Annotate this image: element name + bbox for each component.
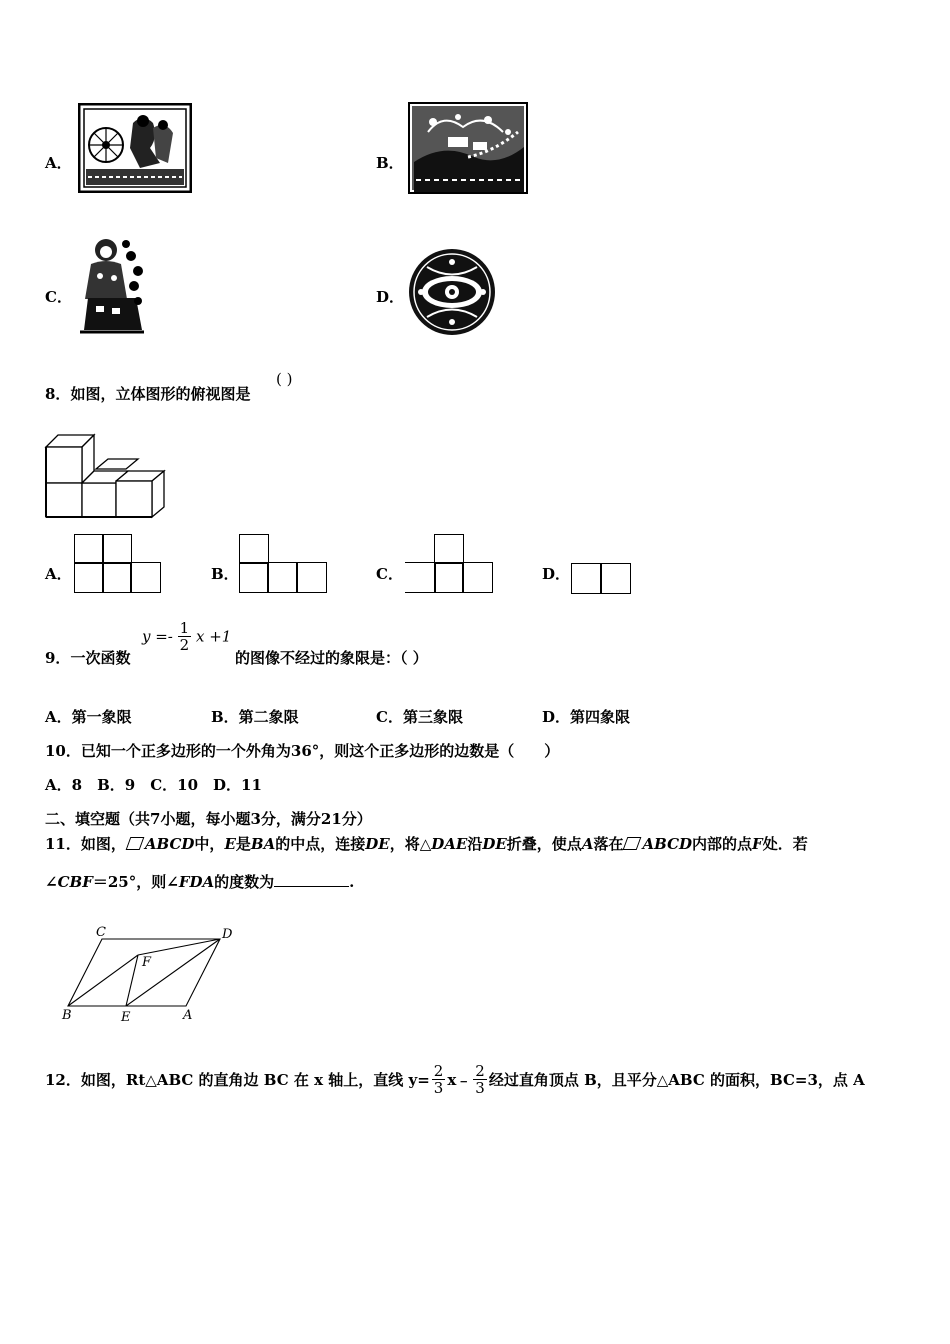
q10-stem: 10．已知一个正多边形的一个外角为36°，则这个正多边形的边数是（ ） — [45, 742, 560, 760]
q11-text: 11．如图， — [45, 835, 126, 853]
q12-stem — [45, 1063, 865, 1096]
q11-text: 折叠，使点 — [506, 835, 582, 853]
q9-stem — [45, 647, 130, 668]
q9-number: 9． — [45, 649, 71, 667]
q12-fraction-2 — [473, 1063, 487, 1096]
q11-label-c: C — [96, 925, 106, 940]
parallelogram-symbol — [623, 837, 642, 850]
q11-label-b: B — [62, 1008, 72, 1023]
q12-text-part2: x﹣ — [447, 1071, 472, 1089]
q7-option-d-image — [407, 247, 497, 337]
q9-formula-fraction — [178, 620, 192, 653]
q7-option-a-image — [78, 103, 192, 193]
q11-text: CBF — [57, 873, 93, 891]
q12-fraction-2-denominator: 3 — [475, 1079, 485, 1097]
q11-text: 是 — [235, 835, 251, 853]
q9-formula-lhs: y =- — [142, 627, 173, 646]
q8-number: 8． — [45, 385, 71, 403]
q11-text: FDA — [178, 873, 215, 891]
q8-option-a-label: A． — [45, 565, 72, 583]
q9-text-before: 一次函数 — [70, 649, 131, 667]
q11-text: BA — [250, 835, 276, 853]
parallelogram-symbol — [126, 837, 145, 850]
q12-fraction-2-numerator: 2 — [475, 1062, 485, 1080]
q8-option-a-shape[interactable] — [74, 534, 163, 594]
q11-line1 — [45, 833, 808, 854]
q11-text: DAE — [431, 835, 468, 853]
q11-text: 中， — [194, 835, 225, 853]
q12-text-part3: 经过直角顶点 B，且平分△ABC 的面积，BC=3，点 A — [488, 1071, 865, 1089]
q9-formula-rhs: x +1 — [196, 627, 232, 646]
q9-option-b[interactable]: B．第二象限 — [211, 708, 299, 726]
q7-option-c-image — [76, 236, 148, 336]
q12-text-part1: 12．如图，Rt△ABC 的直角边 BC 在 x 轴上，直线 y= — [45, 1071, 430, 1089]
q8-option-c-shape[interactable] — [405, 534, 495, 594]
q9-option-c[interactable]: C．第三象限 — [376, 708, 463, 726]
q9-formula — [142, 620, 231, 653]
q12-fraction-1 — [432, 1063, 446, 1096]
q11-label-a: A — [183, 1008, 193, 1023]
q8-option-b-shape[interactable] — [239, 534, 329, 594]
q11-label-f: F — [142, 955, 152, 970]
q11-text: ABCD — [642, 835, 693, 853]
q7-option-d-label: D． — [376, 288, 405, 306]
q11-line2 — [45, 871, 354, 892]
q9-text-after: 的图像不经过的象限是：（ ） — [235, 649, 428, 667]
q11-text: F — [752, 835, 763, 853]
q11-text: 的度数为 — [214, 873, 275, 891]
q12-fraction-1-denominator: 3 — [433, 1079, 444, 1097]
q11-label-d: D — [222, 927, 233, 942]
q11-text: ，将△ — [389, 835, 432, 853]
q11-answer-blank[interactable] — [274, 872, 349, 887]
q11-text: ABCD — [144, 835, 195, 853]
q11-parallelogram-figure — [58, 924, 238, 1024]
q8-option-d-shape[interactable] — [571, 563, 633, 594]
q9-option-d[interactable]: D．第四象限 — [542, 708, 631, 726]
q10-options[interactable]: A．8 B．9 C．10 D．11 — [45, 776, 262, 794]
q11-text: 内部的点 — [692, 835, 753, 853]
q11-text: . — [349, 873, 355, 891]
q8-option-b-label: B． — [211, 565, 239, 583]
section2-heading: 二、填空题（共7小题，每小题3分，满分21分） — [45, 810, 372, 828]
q8-stem — [45, 383, 250, 404]
q9-option-a[interactable]: A．第一象限 — [45, 708, 132, 726]
q7-option-b-image — [408, 102, 528, 194]
q11-text: E — [224, 835, 236, 853]
q7-option-a-label: A． — [45, 154, 72, 172]
q9-fraction-numerator: 1 — [179, 619, 190, 637]
q11-text: ＝25°，则∠ — [92, 873, 179, 891]
q11-text: 沿 — [467, 835, 483, 853]
q11-text: A — [581, 835, 594, 853]
q11-text: 处．若 — [762, 835, 808, 853]
q12-fraction-1-numerator: 2 — [433, 1062, 444, 1080]
q11-label-e: E — [121, 1010, 131, 1024]
q11-text: 的中点，连接 — [275, 835, 366, 853]
q8-option-c-label: C． — [376, 565, 403, 583]
q11-text: DE — [365, 835, 390, 853]
q7-option-b-label: B． — [376, 154, 404, 172]
q7-option-c-label: C． — [45, 288, 72, 306]
q11-text: ∠ — [45, 873, 58, 891]
q9-fraction-denominator: 2 — [179, 636, 190, 654]
q8-solid-figure — [44, 431, 168, 523]
q11-text: 落在 — [593, 835, 624, 853]
q11-text: DE — [482, 835, 507, 853]
q8-option-d-label: D． — [542, 565, 571, 583]
q8-answer-paren: ( ) — [276, 370, 293, 388]
q8-text: 如图，立体图形的俯视图是 — [70, 385, 251, 403]
